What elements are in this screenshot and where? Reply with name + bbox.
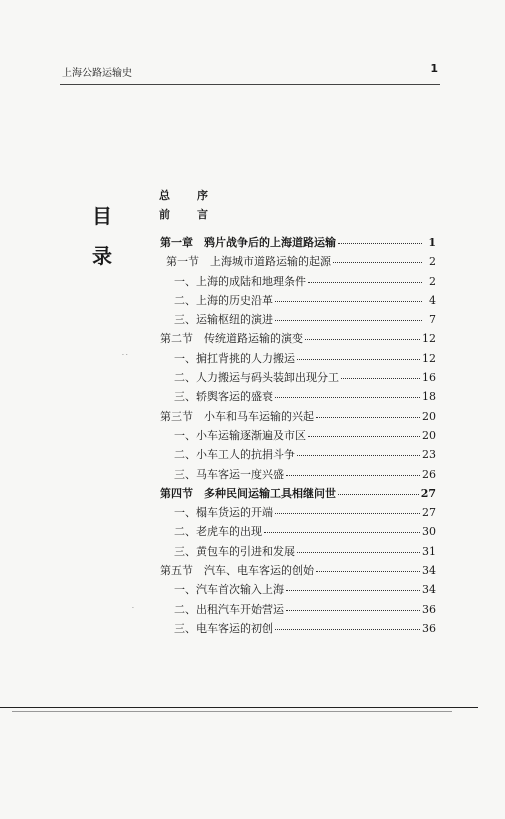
toc-entry-item [160,387,436,406]
toc-entry-page: 16 [422,371,436,385]
toc-entry-title: 第四节 多种民间运输工具相继问世 [160,486,336,500]
toc-leader-dots [305,328,420,340]
contents-heading [92,196,112,276]
toc-entry-item [160,503,436,522]
toc-leader-dots [275,618,420,630]
toc-leader-dots [338,232,422,244]
toc-leader-dots [275,290,422,302]
toc-entry-title: 三、电车客运的初创 [174,621,273,635]
toc-entry-item [160,310,436,329]
toc-entry-section [160,407,436,426]
scan-speck: · · [122,352,128,359]
toc-entry-page: 12 [422,332,436,346]
toc-entry-title: 三、轿舆客运的盛衰 [174,390,273,404]
toc-entry-page: 30 [422,525,436,539]
toc-entry-chapter [160,233,436,252]
toc-entry-item [160,426,436,445]
running-header [62,62,438,80]
toc-entry-page: 20 [422,428,436,442]
toc-entry-page: 31 [422,544,436,558]
front-matter [159,186,216,224]
toc-entry-title: 第二节 传统道路运输的演变 [160,332,303,346]
toc-entry-item [160,522,436,541]
toc-entry-title: 一、小车运输逐渐遍及市区 [174,428,306,442]
toc-entry-item [160,542,436,561]
front-matter-item: 总 序 [159,189,216,202]
toc-entry-item [160,445,436,464]
toc-entry-page: 27 [420,486,436,500]
toc-entry-page: 36 [422,602,436,616]
book-title: 上海公路运输史 [62,68,132,79]
toc-entry-title: 二、小车工人的抗捐斗争 [174,448,295,462]
toc-entry-page: 4 [429,293,436,307]
toc-entry-title: 三、马车客运一度兴盛 [174,467,284,481]
toc-entry-page: 20 [422,409,436,423]
table-of-contents [160,233,436,638]
toc-entry-section [160,561,436,580]
toc-entry-section [160,252,436,271]
toc-entry-page: 18 [422,390,436,404]
toc-entry-section [160,329,436,348]
toc-entry-title: 第五节 汽车、电车客运的创始 [160,564,314,578]
toc-entry-page: 12 [422,351,436,365]
toc-entry-title: 三、运输枢纽的演进 [174,313,273,327]
toc-entry-title: 一、上海的成陆和地理条件 [174,274,306,288]
toc-leader-dots [275,309,422,321]
toc-entry-title: 一、掮扛背挑的人力搬运 [174,351,295,365]
toc-entry-page: 34 [422,564,436,578]
toc-entry-page: 27 [422,506,436,520]
toc-leader-dots [297,444,420,456]
toc-entry-page: 26 [422,467,436,481]
header-rule [60,84,440,85]
toc-leader-dots [308,425,420,437]
toc-leader-dots [264,521,420,533]
contents-heading-char: 录 [92,244,112,268]
bottom-rule [0,707,478,708]
toc-entry-title: 第一节 上海城市道路运输的起源 [166,255,331,269]
toc-entry-page: 1 [428,236,436,249]
toc-leader-dots [341,367,420,379]
toc-leader-dots [308,271,422,283]
toc-entry-title: 二、出租汽车开始营运 [174,602,284,616]
toc-entry-title: 二、老虎车的出现 [174,525,262,539]
toc-leader-dots [333,251,422,263]
toc-entry-item [160,272,436,291]
toc-entry-title: 二、上海的历史沿革 [174,293,273,307]
toc-leader-dots [297,541,420,553]
toc-leader-dots [316,560,420,572]
toc-entry-item [160,580,436,599]
toc-entry-page: 34 [422,583,436,597]
toc-leader-dots [275,502,420,514]
front-matter-item: 前 言 [159,208,216,221]
toc-entry-item [160,465,436,484]
toc-entry-page: 23 [422,448,436,462]
toc-leader-dots [286,579,420,591]
toc-entry-title: 一、汽车首次输入上海 [174,583,284,597]
toc-entry-title: 三、黄包车的引进和发展 [174,544,295,558]
toc-entry-item [160,349,436,368]
toc-entry-item [160,619,436,638]
toc-entry-item [160,368,436,387]
toc-entry-title: 第三节 小车和马车运输的兴起 [160,409,314,423]
toc-leader-dots [275,386,420,398]
toc-leader-dots [297,348,420,360]
toc-entry-item [160,291,436,310]
toc-leader-dots [316,406,420,418]
toc-entry-title: 一、榻车货运的开端 [174,506,273,520]
toc-leader-dots [286,464,420,476]
contents-heading-char: 目 [92,204,112,228]
scan-speck: · [132,605,134,612]
toc-entry-page: 2 [429,255,436,269]
bottom-rule-shadow [12,711,452,712]
toc-entry-page: 2 [429,274,436,288]
toc-entry-page: 36 [422,621,436,635]
toc-entry-title: 第一章 鸦片战争后的上海道路运输 [160,236,336,249]
toc-entry-page: 7 [429,313,436,327]
toc-leader-dots [338,483,419,495]
page-number: 1 [430,62,438,75]
toc-entry-title: 二、人力搬运与码头装卸出现分工 [174,371,339,385]
toc-entry-item [160,600,436,619]
toc-entry-section [160,484,436,503]
toc-leader-dots [286,599,420,611]
